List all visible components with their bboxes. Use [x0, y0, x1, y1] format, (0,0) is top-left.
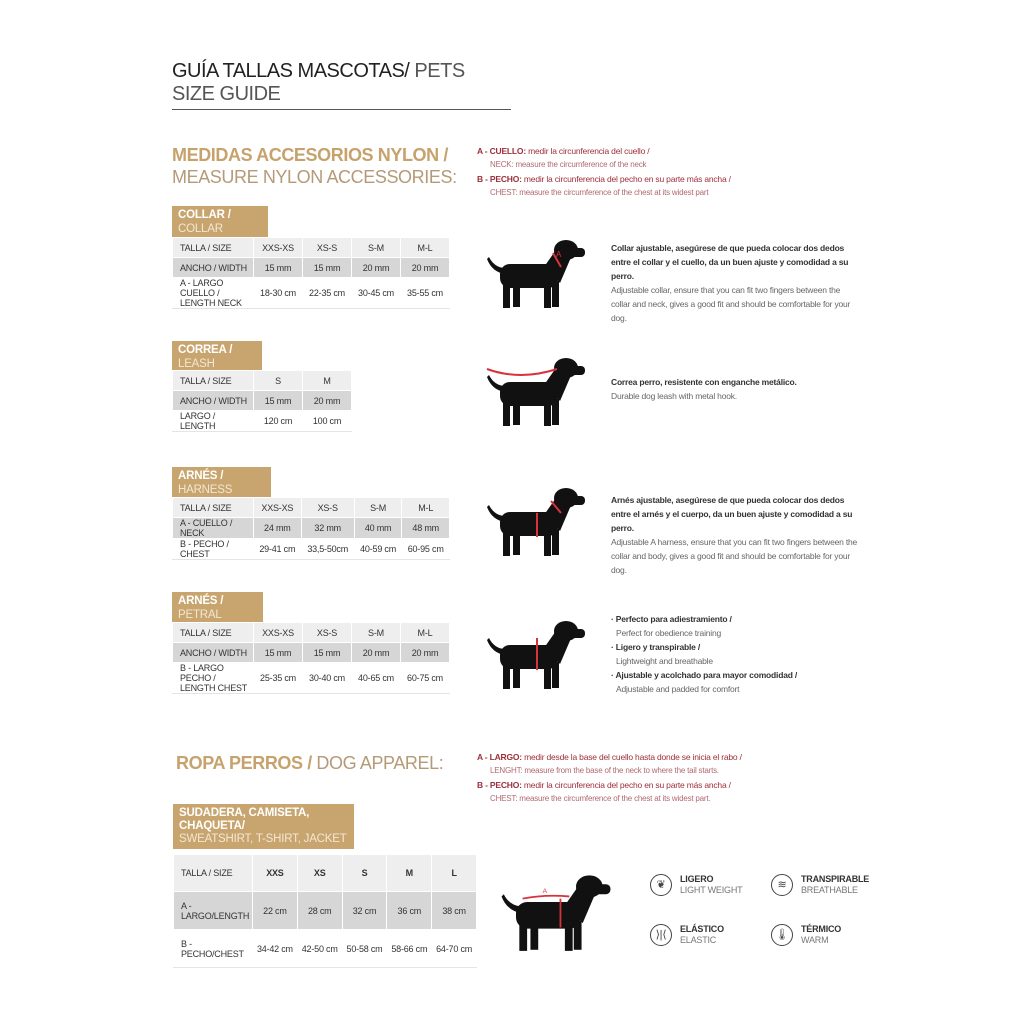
leash-table [172, 370, 352, 432]
cell: 15 mm [254, 643, 303, 663]
cell: XS-S [303, 623, 352, 643]
cell: 25-35 cm [254, 663, 303, 694]
cell: 33,5-50cm [301, 539, 354, 560]
cell: S-M [352, 238, 401, 258]
tag-es: ARNÉS / [178, 470, 224, 482]
apparel-notes [477, 750, 742, 806]
feature-es: ELÁSTICO [680, 924, 724, 934]
tag-en: COLLAR [178, 223, 223, 235]
cell: XXS-XS [254, 238, 303, 258]
table-row [173, 278, 450, 309]
cell: B - PECHO/CHEST [174, 930, 253, 968]
cell: 22 cm [253, 892, 298, 930]
cell: TALLA / SIZE [173, 238, 254, 258]
tag-en: HARNESS [178, 484, 233, 496]
dog-petral-illustration [485, 618, 587, 690]
tag-en: LEASH [178, 358, 215, 370]
feature-es: LIGERO [680, 874, 714, 884]
cell: S [254, 371, 303, 391]
apparel-heading-en: DOG APPAREL: [311, 753, 444, 773]
cell: 34-42 cm [253, 930, 298, 968]
cell: M-L [401, 623, 450, 643]
cell: 22-35 cm [303, 278, 352, 309]
cell: 64-70 cm [432, 930, 477, 968]
cell: 32 mm [301, 518, 354, 539]
cell: 28 cm [297, 892, 342, 930]
collar-tag [172, 206, 268, 238]
cell: M-L [401, 238, 450, 258]
tag-es: SUDADERA, CAMISETA, CHAQUETA/ [179, 807, 310, 832]
cell: TALLA / SIZE [173, 498, 254, 518]
apparel-heading-es: ROPA PERROS / [176, 753, 312, 773]
cell: L [432, 855, 477, 892]
feature-en: LIGHT WEIGHT [680, 885, 743, 895]
cell: XS [297, 855, 342, 892]
petral-tag [172, 592, 263, 624]
dog-leash-illustration [485, 355, 587, 427]
cell: 24 mm [254, 518, 302, 539]
feature-en: BREATHABLE [801, 885, 858, 895]
table-row [174, 855, 477, 892]
feature-light [650, 874, 742, 896]
cell: 60-95 cm [402, 539, 450, 560]
cell: ANCHO / WIDTH [173, 391, 254, 411]
cell: 58-66 cm [387, 930, 432, 968]
petral-bullets [611, 612, 861, 696]
cell: 29-41 cm [254, 539, 302, 560]
tag-en: PETRAL [178, 609, 222, 621]
cell: 20 mm [352, 643, 401, 663]
table-row [173, 643, 450, 663]
cell: 60-75 cm [401, 663, 450, 694]
cell: B - LARGO PECHO / LENGTH CHEST [173, 663, 254, 694]
cell: 40-65 cm [352, 663, 401, 694]
leash-description [611, 375, 861, 403]
tag-es: CORREA / [178, 344, 233, 356]
cell: B - PECHO / CHEST [173, 539, 254, 560]
cell: 50-58 cm [342, 930, 387, 968]
table-row [174, 930, 477, 968]
note-label: B - PECHO: [477, 174, 522, 184]
cell: 20 mm [401, 258, 450, 278]
cell: 40 mm [354, 518, 402, 539]
feature-en: ELASTIC [680, 935, 717, 945]
note-es: medir la circunferencia del pecho en su parte más ancha / [521, 780, 731, 790]
table-row [173, 238, 450, 258]
cell: XXS-XS [254, 623, 303, 643]
cell: M [303, 371, 352, 391]
desc-en: Durable dog leash with metal hook. [611, 391, 737, 401]
cell: 18-30 cm [254, 278, 303, 309]
feature-es: TÉRMICO [801, 924, 842, 934]
cell: TALLA / SIZE [173, 371, 254, 391]
desc-en: Adjustable A harness, ensure that you can fit two fingers between the collar and body, gives a good fit and should be comfortable for your dog. [611, 537, 858, 575]
table-row [173, 498, 450, 518]
bullet-en: Adjustable and padded for comfort [616, 684, 740, 694]
cell: M [387, 855, 432, 892]
note-es: medir la circunferencia del cuello / [525, 146, 650, 156]
note-en: CHEST: measure the circumference of the chest at its widest part. [490, 794, 711, 803]
dog-collar-illustration [485, 237, 587, 309]
cell: ANCHO / WIDTH [173, 258, 254, 278]
note-label: A - CUELLO: [477, 146, 526, 156]
cell: S-M [352, 623, 401, 643]
marker-a: A [542, 888, 547, 896]
marker-a: A [556, 250, 562, 259]
cell: XS-S [301, 498, 354, 518]
cell: 100 cm [303, 411, 352, 432]
bullet-es: · Ligero y transpirable / [611, 642, 700, 652]
feature-es: TRANSPIRABLE [801, 874, 870, 884]
collar-table [172, 237, 450, 309]
cell: 15 mm [303, 258, 352, 278]
apparel-heading [176, 752, 443, 774]
cell: 32 cm [342, 892, 387, 930]
table-row [174, 892, 477, 930]
nylon-heading-en: MEASURE NYLON ACCESSORIES: [172, 167, 457, 187]
leash-tag [172, 341, 262, 373]
table-row [173, 258, 450, 278]
table-row [173, 663, 450, 694]
cell: XXS [253, 855, 298, 892]
cell: S [342, 855, 387, 892]
apparel-tag [173, 804, 354, 849]
table-row [173, 518, 450, 539]
table-row [173, 391, 352, 411]
bullet-es: · Ajustable y acolchado para mayor comodidad / [611, 670, 798, 680]
note-en: CHEST: measure the circumference of the chest at its widest part [490, 188, 709, 197]
cell: 30-40 cm [303, 663, 352, 694]
cell: 20 mm [352, 258, 401, 278]
table-row [173, 371, 352, 391]
cell: 15 mm [303, 643, 352, 663]
cell: TALLA / SIZE [174, 855, 253, 892]
cell: XXS-XS [254, 498, 302, 518]
cell: 42-50 cm [297, 930, 342, 968]
cell: TALLA / SIZE [173, 623, 254, 643]
cell: A - CUELLO / NECK [173, 518, 254, 539]
note-en: LENGHT: measure from the base of the neck to where the tail starts. [490, 766, 719, 775]
cell: 48 mm [402, 518, 450, 539]
note-es: medir desde la base del cuello hasta donde se inicia el rabo / [521, 752, 742, 762]
cell: 20 mm [401, 643, 450, 663]
cell: 35-55 cm [401, 278, 450, 309]
thermometer-icon: 🌡 [771, 924, 793, 946]
cell: M-L [402, 498, 450, 518]
tag-en: SWEATSHIRT, T-SHIRT, JACKET [179, 833, 347, 845]
nylon-notes [477, 144, 731, 200]
cell: ANCHO / WIDTH [173, 643, 254, 663]
feature-breathable [771, 874, 869, 896]
page-title [172, 60, 511, 110]
table-row [173, 539, 450, 560]
note-en: NECK: measure the circumference of the neck [490, 160, 647, 169]
note-label: B - PECHO: [477, 780, 522, 790]
title-en: PETS SIZE GUIDE [172, 60, 465, 105]
collar-description [611, 241, 861, 325]
cell: S-M [354, 498, 402, 518]
cell: 40-59 cm [354, 539, 402, 560]
tag-es: ARNÉS / [178, 595, 224, 607]
desc-es: Correa perro, resistente con enganche metálico. [611, 377, 797, 387]
dog-apparel-illustration [498, 872, 614, 952]
bullet-en: Lightweight and breathable [616, 656, 713, 666]
feature-warm [771, 924, 841, 946]
cell: 30-45 cm [352, 278, 401, 309]
leash-icon [487, 369, 557, 375]
cell: 120 cm [254, 411, 303, 432]
nylon-heading-es: MEDIDAS ACCESORIOS NYLON / [172, 145, 448, 165]
bullet-en: Perfect for obedience training [616, 628, 722, 638]
table-row [173, 623, 450, 643]
feather-icon: ❦ [650, 874, 672, 896]
cell: A -LARGO/LENGTH [174, 892, 253, 930]
elastic-icon: ⟩|⟨ [650, 924, 672, 946]
tag-es: COLLAR / [178, 209, 231, 221]
harness-tag [172, 467, 271, 499]
bullet-es: · Perfecto para adiestramiento / [611, 614, 732, 624]
desc-es: Collar ajustable, asegúrese de que pueda colocar dos dedos entre el collar y el cuello, da un buen ajuste y comodidad a su perro. [611, 243, 849, 281]
cell: 36 cm [387, 892, 432, 930]
harness-table [172, 497, 450, 560]
cell: 20 mm [303, 391, 352, 411]
dog-harness-illustration [485, 485, 587, 557]
cell: A - LARGO CUELLO / LENGTH NECK [173, 278, 254, 309]
cell: 15 mm [254, 391, 303, 411]
note-label: A - LARGO: [477, 752, 522, 762]
petral-table [172, 622, 450, 694]
feature-elastic [650, 924, 724, 946]
feature-en: WARM [801, 935, 829, 945]
nylon-heading [172, 144, 457, 188]
cell: XS-S [303, 238, 352, 258]
cell: 15 mm [254, 258, 303, 278]
table-row [173, 411, 352, 432]
cell: LARGO / LENGTH [173, 411, 254, 432]
harness-description [611, 493, 861, 577]
note-es: medir la circunferencia del pecho en su parte más ancha / [521, 174, 731, 184]
cell: 38 cm [432, 892, 477, 930]
apparel-table [173, 854, 477, 968]
desc-es: Arnés ajustable, asegúrese de que pueda colocar dos dedos entre el arnés y el cuerpo, da un buen ajuste y comodidad a su perro. [611, 495, 853, 533]
title-es: GUÍA TALLAS MASCOTAS/ [172, 60, 410, 82]
desc-en: Adjustable collar, ensure that you can fit two fingers between the collar and neck, gives a good fit and should be comfortable for your dog. [611, 285, 851, 323]
breathable-icon: ≋ [771, 874, 793, 896]
